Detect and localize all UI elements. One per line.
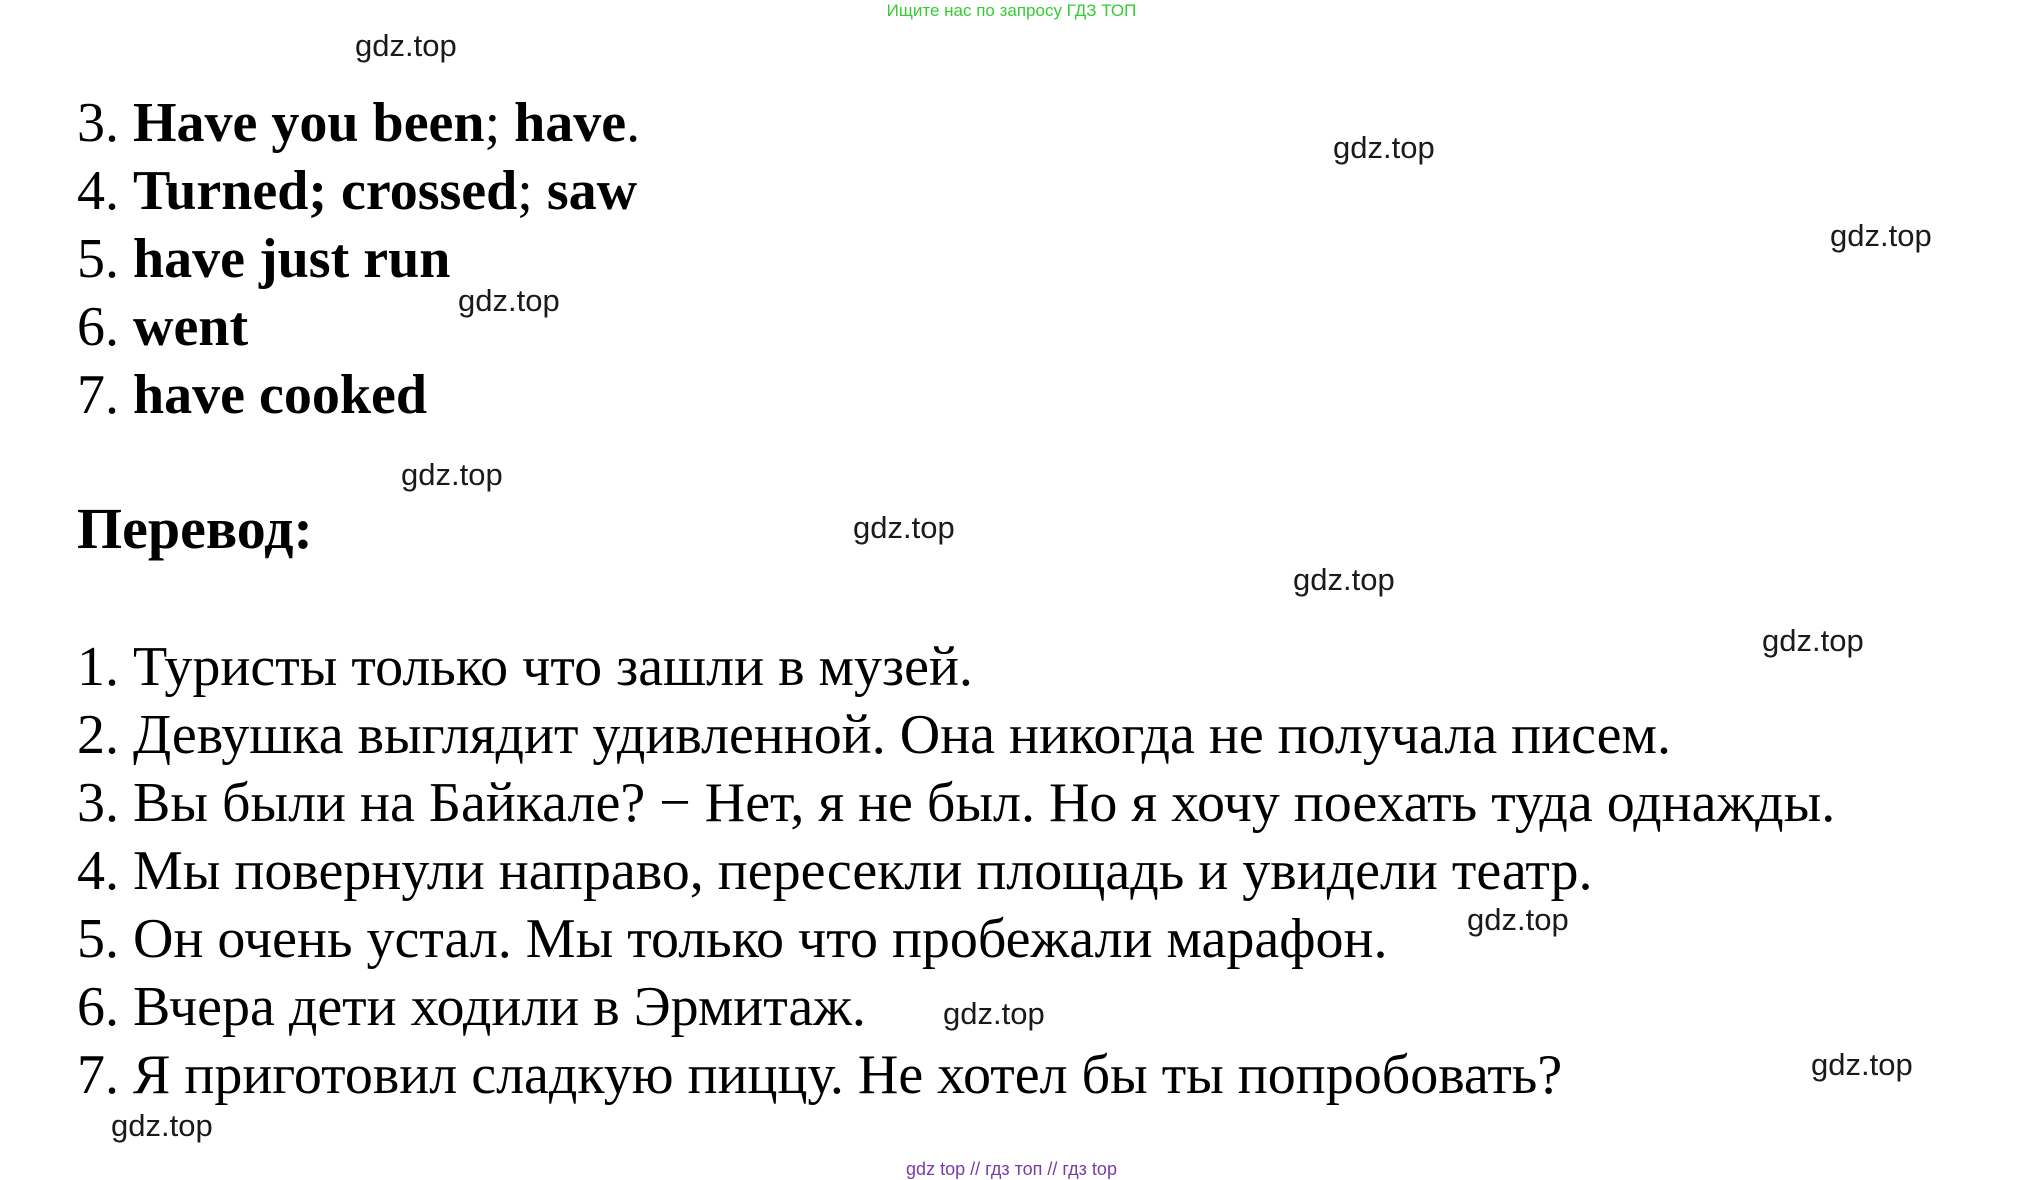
translation-number: 6. (77, 976, 133, 1038)
watermark: gdz.top (1293, 562, 1395, 597)
answer-separator: ; (484, 92, 515, 154)
watermark: gdz.top (111, 1108, 213, 1143)
translation-number: 5. (77, 908, 133, 970)
answer-text: have (514, 92, 627, 154)
translation-line (77, 634, 973, 700)
answer-separator: . (626, 92, 641, 154)
translation-text: Мы повернули направо, пересекли площадь и увидели театр. (133, 840, 1593, 902)
watermark: gdz.top (853, 510, 955, 545)
answer-number: 6. (77, 296, 133, 358)
answer-number: 5. (77, 228, 133, 290)
translation-number: 2. (77, 704, 133, 766)
translation-number: 4. (77, 840, 133, 902)
translation-text: Он очень устал. Мы только что пробежали марафон. (133, 908, 1388, 970)
translation-number: 3. (77, 772, 133, 834)
translation-heading: Перевод: (77, 496, 313, 561)
watermark: gdz.top (1811, 1047, 1913, 1082)
answer-separator: ; (517, 160, 547, 222)
translation-line (77, 702, 1671, 768)
answer-text: went (133, 296, 249, 358)
watermark: gdz.top (355, 28, 457, 63)
answer-text: Turned; crossed (133, 160, 518, 222)
watermark: gdz.top (401, 457, 503, 492)
translation-number: 1. (77, 636, 133, 698)
answer-line (77, 90, 640, 156)
answer-line (77, 158, 637, 224)
answer-number: 7. (77, 364, 133, 426)
footer-links: gdz top // гдз топ // гдз top (906, 1159, 1117, 1179)
watermark: gdz.top (1467, 902, 1569, 937)
answer-line (77, 294, 248, 360)
translation-text: Я приготовил сладкую пиццу. Не хотел бы ты попробовать? (133, 1044, 1563, 1106)
translation-text: Вы были на Байкале? − Нет, я не был. Но я хочу поехать туда однажды. (133, 772, 1836, 834)
answer-number: 3. (77, 92, 133, 154)
answer-number: 4. (77, 160, 133, 222)
translation-number: 7. (77, 1044, 133, 1106)
watermark: gdz.top (1830, 218, 1932, 253)
answer-text: saw (546, 160, 638, 222)
watermark: gdz.top (1333, 130, 1435, 165)
watermark: gdz.top (458, 283, 560, 318)
answer-text: have just run (133, 228, 451, 290)
answer-text: Have you been (133, 92, 485, 154)
translation-line (77, 1042, 1562, 1108)
translation-line (77, 770, 1835, 836)
translation-text: Туристы только что зашли в музей. (133, 636, 973, 698)
translation-line (77, 974, 866, 1040)
top-banner: Ищите нас по запросу ГДЗ ТОП (886, 1, 1137, 20)
translation-text: Вчера дети ходили в Эрмитаж. (133, 976, 866, 1038)
answer-line (77, 226, 450, 292)
translation-line (77, 906, 1388, 972)
translation-line (77, 838, 1592, 904)
answer-line (77, 362, 427, 428)
watermark: gdz.top (1762, 623, 1864, 658)
watermark: gdz.top (943, 996, 1045, 1031)
answer-text: have cooked (133, 364, 427, 426)
translation-text: Девушка выглядит удивленной. Она никогда не получала писем. (133, 704, 1671, 766)
